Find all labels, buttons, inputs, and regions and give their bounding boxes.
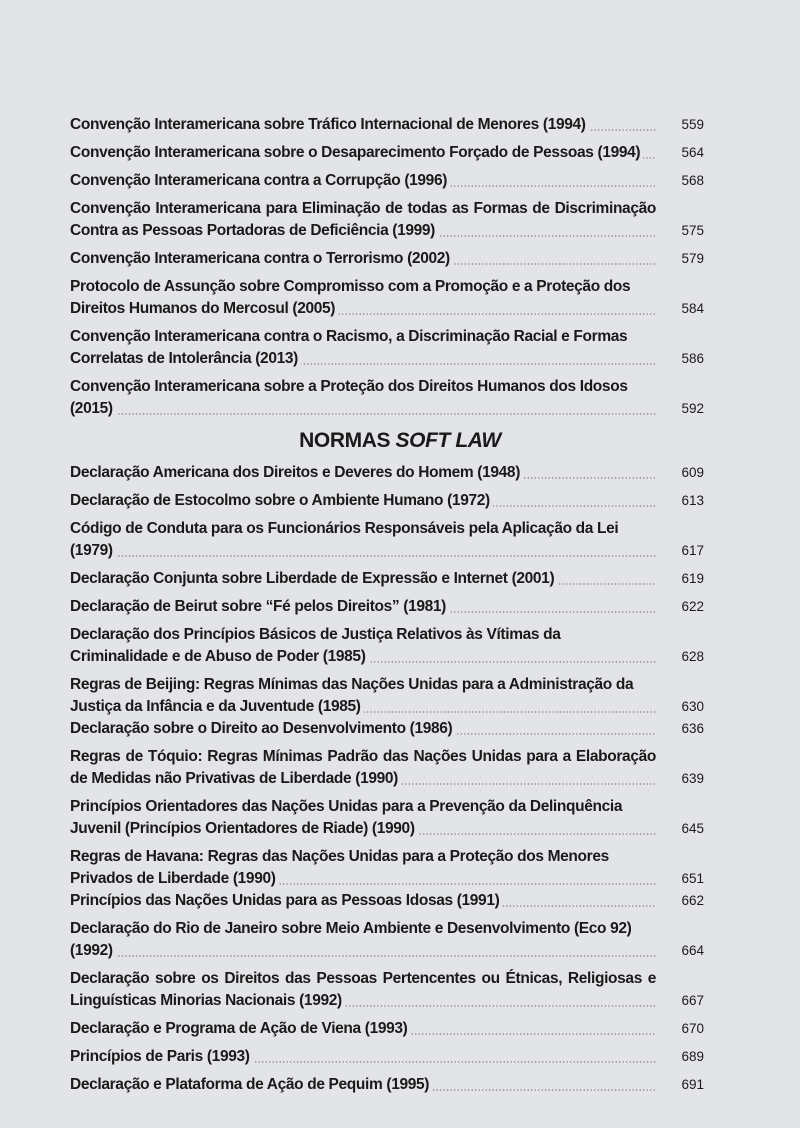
toc-entry[interactable] [70, 846, 704, 890]
toc-entry[interactable] [70, 624, 704, 668]
toc-entry-title: Convenção Interamericana contra o Racismo, a Discriminação Racial e Formas Correlatas de Intolerância (2013) [70, 328, 628, 367]
toc-entry-page: 636 [681, 721, 704, 736]
toc-entry-page: 670 [681, 1021, 704, 1036]
toc-entry[interactable] [70, 114, 704, 136]
dot-leader [523, 477, 656, 479]
toc-entry-title: Regras de Havana: Regras das Nações Unidas para a Proteção dos Menores Privados de Liberdade (1990) [70, 848, 609, 887]
toc-entry[interactable] [70, 746, 704, 790]
toc-entry-title: Regras de Beijing: Regras Mínimas das Nações Unidas para a Administração da Justiça da Infância e da Juventude (1985) [70, 676, 634, 715]
dot-leader [279, 883, 656, 885]
toc-entry-title: Declaração de Estocolmo sobre o Ambiente Humano (1972) [70, 492, 490, 509]
toc-entry-title: Convenção Interamericana sobre o Desaparecimento Forçado de Pessoas (1994) [70, 144, 641, 161]
dot-leader [364, 711, 656, 713]
dot-leader [438, 235, 656, 237]
toc-entry[interactable] [70, 718, 704, 740]
toc-entry-title: Protocolo de Assunção sobre Compromisso com a Promoção e a Proteção dos Direitos Humanos do Mercosul (2005) [70, 278, 631, 317]
toc-entry[interactable] [70, 490, 704, 512]
section-heading-italic: SOFT LAW [395, 429, 501, 452]
toc-entry-title: Princípios de Paris (1993) [70, 1048, 250, 1065]
dot-leader [410, 1033, 656, 1035]
dot-leader [116, 413, 656, 415]
toc-entry[interactable] [70, 462, 704, 484]
dot-leader [449, 611, 656, 613]
toc-entry-page: 662 [681, 893, 704, 908]
dot-leader [116, 955, 656, 957]
toc-entry-title: Princípios Orientadores das Nações Unidas para a Prevenção da Delinquência Juvenil (Princípios Orientadores de Riade) (1990) [70, 798, 623, 837]
toc-entry[interactable] [70, 796, 704, 840]
toc-entry-page: 564 [681, 145, 704, 160]
toc-entry-title: Declaração Americana dos Direitos e Deveres do Homem (1948) [70, 464, 521, 481]
toc-entry-page: 630 [681, 699, 704, 714]
toc-entry-title: Declaração sobre os Direitos das Pessoas Pertencentes ou Étnicas, Religiosas e Linguísticas Minorias Nacionais (1992) [70, 970, 656, 1009]
dot-leader [401, 783, 656, 785]
toc-list-soft-law [70, 462, 704, 1102]
toc-entry-page: 639 [681, 771, 704, 786]
dot-leader [338, 313, 656, 315]
toc-entry[interactable] [70, 326, 704, 370]
toc-entry-title: Convenção Interamericana sobre a Proteção dos Direitos Humanos dos Idosos (2015) [70, 378, 628, 417]
section-heading-main: NORMAS [299, 429, 391, 452]
toc-entry[interactable] [70, 674, 704, 718]
toc-entry-page: 645 [681, 821, 704, 836]
toc-entry-page: 691 [681, 1077, 704, 1092]
toc-entry[interactable] [70, 890, 704, 912]
dot-leader [253, 1061, 656, 1063]
dot-leader [345, 1005, 656, 1007]
toc-entry-title: Declaração e Plataforma de Ação de Pequim (1995) [70, 1076, 430, 1093]
toc-entry-page: 619 [681, 571, 704, 586]
dot-leader [493, 505, 656, 507]
toc-entry[interactable] [70, 568, 704, 590]
toc-entry[interactable] [70, 142, 704, 164]
toc-entry-title: Declaração dos Princípios Básicos de Justiça Relativos às Vítimas da Criminalidade e de Abuso de Poder (1985) [70, 626, 561, 665]
toc-entry-title: Declaração Conjunta sobre Liberdade de Expressão e Internet (2001) [70, 570, 555, 587]
dot-leader [369, 661, 656, 663]
toc-entry-page: 575 [681, 223, 704, 238]
toc-entry-title: Declaração de Beirut sobre “Fé pelos Direitos” (1981) [70, 598, 446, 615]
toc-entry-page: 579 [681, 251, 704, 266]
toc-entry-page: 651 [681, 871, 704, 886]
toc-entry-title: Regras de Tóquio: Regras Mínimas Padrão das Nações Unidas para a Elaboração de Medidas não Privativas de Liberdade (1990) [70, 748, 656, 787]
dot-leader [116, 555, 656, 557]
toc-entry[interactable] [70, 1074, 704, 1096]
toc-entry-page: 609 [681, 465, 704, 480]
toc-entry[interactable] [70, 918, 704, 962]
toc-entry-title: Convenção Interamericana contra o Terrorismo (2002) [70, 250, 450, 267]
toc-entry[interactable] [70, 1046, 704, 1068]
dot-leader [589, 129, 656, 131]
dot-leader [432, 1089, 656, 1091]
toc-entry-page: 667 [681, 993, 704, 1008]
toc-entry-page: 628 [681, 649, 704, 664]
toc-entry-title: Convenção Interamericana sobre Tráfico Internacional de Menores (1994) [70, 116, 586, 133]
dot-leader [455, 733, 656, 735]
dot-leader [502, 905, 656, 907]
dot-leader [418, 833, 656, 835]
toc-entry-page: 622 [681, 599, 704, 614]
toc-entry-page: 592 [681, 401, 704, 416]
dot-leader [301, 363, 656, 365]
dot-leader [557, 583, 656, 585]
toc-entry[interactable] [70, 248, 704, 270]
toc-entry-page: 617 [681, 543, 704, 558]
toc-entry-title: Convenção Interamericana para Eliminação de todas as Formas de Discriminação Contra as Pessoas Portadoras de Deficiência (1999) [70, 200, 656, 239]
toc-entry[interactable] [70, 518, 704, 562]
toc-entry-title: Convenção Interamericana contra a Corrupção (1996) [70, 172, 448, 189]
toc-entry-page: 559 [681, 117, 704, 132]
dot-leader [643, 157, 656, 159]
toc-entry-title: Declaração sobre o Direito ao Desenvolvimento (1986) [70, 720, 453, 737]
toc-entry-title: Declaração e Programa de Ação de Viena (1993) [70, 1020, 408, 1037]
toc-entry-page: 664 [681, 943, 704, 958]
toc-entry-page: 568 [681, 173, 704, 188]
toc-entry[interactable] [70, 198, 704, 242]
toc-entry[interactable] [70, 596, 704, 618]
toc-entry[interactable] [70, 376, 704, 420]
toc-entry-page: 584 [681, 301, 704, 316]
toc-entry[interactable] [70, 276, 704, 320]
toc-entry-page: 689 [681, 1049, 704, 1064]
toc-list-treaties [70, 114, 704, 426]
toc-entry[interactable] [70, 1018, 704, 1040]
dot-leader [453, 263, 656, 265]
toc-entry[interactable] [70, 968, 704, 1012]
toc-entry[interactable] [70, 170, 704, 192]
dot-leader [450, 185, 656, 187]
toc-entry-page: 613 [681, 493, 704, 508]
toc-entry-title: Código de Conduta para os Funcionários Responsáveis pela Aplicação da Lei (1979) [70, 520, 619, 559]
toc-entry-title: Declaração do Rio de Janeiro sobre Meio Ambiente e Desenvolvimento (Eco 92) (1992) [70, 920, 632, 959]
toc-entry-page: 586 [681, 351, 704, 366]
toc-entry-title: Princípios das Nações Unidas para as Pessoas Idosas (1991) [70, 892, 500, 909]
section-heading-soft-law [0, 429, 800, 453]
